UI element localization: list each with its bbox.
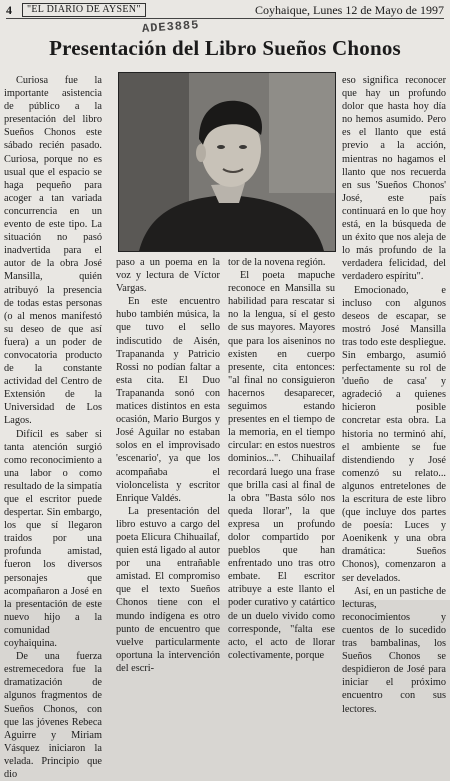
page-number: 4 — [6, 2, 12, 17]
headline: Presentación del Libro Sueños Chonos — [49, 36, 401, 60]
man-portrait-icon — [119, 73, 335, 251]
article-column-4 — [342, 74, 446, 715]
paragraph: eso significa reconocer que hay un profundo dolor que hasta hoy día no hemos asumido. Pero es el llanto que está previo a la acción, mientras no hagamos el llanto que nos recuerda en sus 'Sueños Chonos' José, este país continuará en lo que hoy está, en la búsqueda de un éxito que nos aleja de lo más profundo de la verdadera felicidad, del verdadero espíritu". — [342, 75, 446, 283]
paragraph: paso a un poema en la voz y lectura de Víctor Vargas. — [116, 257, 220, 295]
author-photo — [118, 72, 336, 252]
paragraph: tor de la novena región. — [228, 257, 326, 268]
article-column-2 — [116, 256, 220, 674]
paragraph: La presentación del libro estuvo a cargo del poeta Elicura Chihuailaf, quien está ligado al autor por una entrañable amistad. El compromiso que el texto Sueños Chonos tiene con el mundo indígena es otro punto de encuentro que vuelve particularmente oportuna la intervención del escri- — [116, 505, 220, 674]
dateline: Coyhaique, Lunes 12 de Mayo de 1997 — [255, 2, 444, 17]
article-column-1 — [4, 74, 102, 780]
newspaper-name: "EL DIARIO DE AYSEN" — [22, 3, 146, 17]
paragraph: El poeta mapuche reconoce en Mansilla su habilidad para rescatar si no la lengua, sí el gesto de sus mayores. Mayores que para los aiseninos no existen en cuerpo presente, cita entonces: "al final no consiguieron hacernos desaparecer, seguimos estando presentes en el tiempo de la memoria, en el tiempo circular: en estos nuestros dominios...". Chihuailaf recordará luego una frase que brilla casi al final de la obra "Basta sólo nos queda llorar", la que expresa un profundo dolor compartido por pueblos que han enfrentado uno tras otro embate. El escritor atribuye a este llanto el poder curativo y catártico de un duelo vivido como corresponde, "falta ese acto, el acto de llorar colectivamente, porque — [228, 270, 335, 661]
paragraph: De una fuerza estremecedora fue la dramatización de algunos fragmentos de Sueños Chonos, con que las jóvenes Rebeca Aguirre y Miriam Vásquez iniciaron la velada. Principio que dio — [4, 651, 102, 780]
paragraph: Así, en un pastiche de lecturas, reconocimientos y cuentos de lo sucedido tras bambalinas, los Sueños Chonos se despidieron de José para iniciar el próximo encuentro con sus lectores. — [342, 585, 446, 715]
paragraph: En este encuentro hubo también música, la que tuvo el sello indiscutido de Aisén, Trapananda y Patricio Rossi no podían faltar a esta cita. El Duo Trapananda sonó con matices distintos en esta ocasión, Mario Burgos y José Aguilar no estaban solos en el improvisado 'escenario', ya que los acompañaba el violoncelista y escritor Enrique Valdés. — [116, 296, 220, 504]
paragraph: Curiosa fue la importante asistencia de público a la presentación del libro Sueños Chonos este sábado recién pasado. Curiosa, porque no es usual que el espacio se haga pequeño para acoger a tan variada concurrencia en un evento de este tipo. La situación no pasó inadvertida para el autor de la obra José Mansilla, quién atribuyó la presencia de todas estas personas (o al menos manifestó su deseo de que así fuera) a un poder de convocatoria producto de la constante actividad del Centro de Extensión de la Universidad de Los Lagos. — [4, 75, 102, 427]
paragraph: Difícil es saber si tanta atención surgió como reconocimiento a una labor o como resultado de la simpatía que el escritor puede despertar. Sin embargo, los que sí llegaron traidos por una profunda amistad, fueron los diversos personajes que acompañaron a José en la presentación de este nuevo hijo a la comunidad coyhaiquina. — [4, 428, 102, 650]
paragraph: Emocionado, e incluso con algunos deseos de escapar, se mostró José Mansilla tras todo este despliegue. Sin embargo, asumió perfectamente su rol de 'dueño de casa' y agradeció a quienes hicieron posible concretar esta obra. La historia no terminó ahí, el ambiente se fue distendiendo y José comenzó su relato... algunos entretelones de la escritura de este libro (que incluye dos partes de poesía: Luces y Aoenikenk y una obra dramática: Sueños Chonos), comenzaron a ser develados. — [342, 284, 446, 584]
archive-stamp: ADE3885 — [141, 18, 200, 36]
article-column-3 — [228, 256, 335, 661]
page-header — [6, 2, 444, 19]
